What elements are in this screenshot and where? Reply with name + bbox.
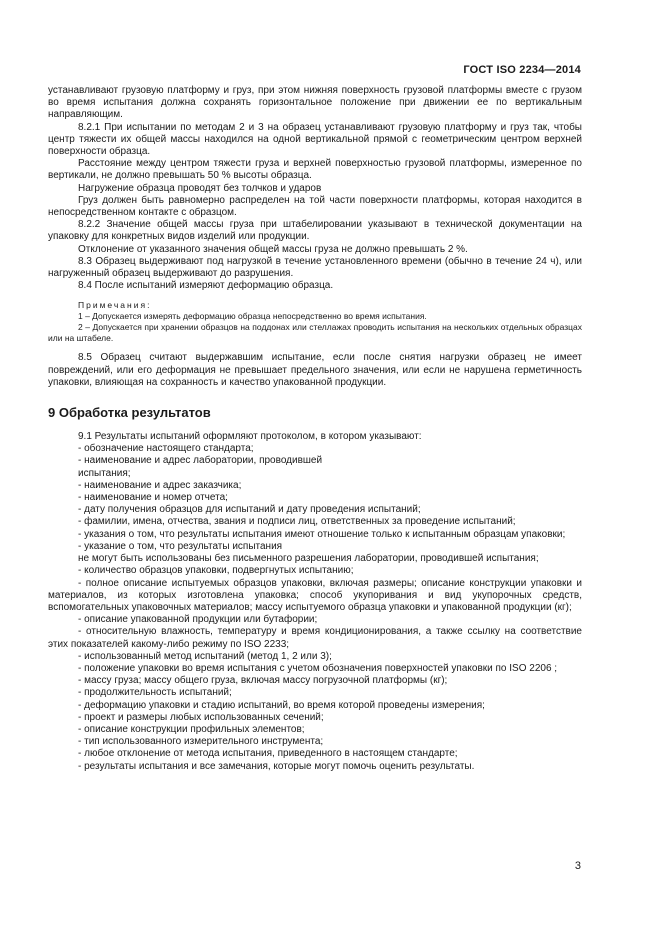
protocol-list-item: - описание конструкции профильных элементов;: [78, 723, 305, 735]
protocol-list-item: - полное описание испытуемых образцов упаковки, включая размеры; описание конструкции упаковки и материалов, из которых изготовлена упаковка; способ укупоривания и вид укупорочных средств, вспомогательных упаковочных материалов; массу испытуемого образца упаковки и упакованной продукции (кг);: [48, 577, 582, 613]
protocol-list-item: - наименование и адрес лаборатории, проводившей: [78, 455, 323, 467]
protocol-list-item: - указание о том, что результаты испытания: [78, 540, 283, 552]
protocol-list-item: - относительную влажность, температуру и время кондиционирования, а также ссылку на соответствие этих показателей какому-либо режиму по ISO 2233;: [48, 626, 582, 650]
protocol-list-item: - дату получения образцов для испытаний и дату проведения испытаний;: [78, 504, 421, 516]
paragraph-8-5: 8.5 Образец считают выдержавшим испытание, если после снятия нагрузки образец не имеет повреждений, или его деформация не превышает предельного значения, или если не нарушена герметичность упаковки, влияющая на сохранность и качество упакованной продукции.: [48, 352, 582, 388]
protocol-list-item: - продолжительность испытаний;: [78, 687, 232, 699]
protocol-list-item: - использованный метод испытаний (метод 1, 2 или 3);: [78, 650, 332, 662]
note-item: 2 – Допускается при хранении образцов на поддонах или стеллажах проводить испытания на нескольких отдельных образцах или на штабеле.: [48, 322, 582, 344]
protocol-list-item: - проект и размеры любых использованных сечений;: [78, 711, 324, 723]
paragraph: Расстояние между центром тяжести груза и верхней поверхностью грузовой платформы, измеренное по вертикали, не должно превышать 50 % высоты образца.: [48, 158, 582, 182]
protocol-list-item: - любое отклонение от метода испытания, приведенного в настоящем стандарте;: [78, 748, 458, 760]
protocol-list-item: - фамилии, имена, отчества, звания и подписи лиц, ответственных за проведение испытаний;: [78, 516, 516, 528]
protocol-list-item: - положение упаковки во время испытания с учетом обозначения поверхностей упаковки по ISO 2206 ;: [78, 662, 558, 674]
note-item: 1 – Допускается измерять деформацию образца непосредственно во время испытания.: [78, 311, 427, 322]
paragraph: устанавливают грузовую платформу и груз, при этом нижняя поверхность грузовой платформы вместе с грузом во время испытания должна сохранять горизонтальное положение при движении ее по вертикальным направляющим.: [48, 85, 582, 121]
notes-title: Примечания:: [78, 300, 152, 311]
standard-header: ГОСТ ISO 2234—2014: [463, 64, 581, 76]
protocol-list-item: - тип использованного измерительного инструмента;: [78, 736, 324, 748]
page-content: [48, 85, 582, 773]
protocol-list-item: - указания о том, что результаты испытания имеют отношение только к испытанным образцам упаковки;: [78, 528, 566, 540]
protocol-list-item: 9.1 Результаты испытаний оформляют протоколом, в котором указывают:: [78, 431, 422, 443]
section-9-body: [48, 431, 582, 773]
protocol-list-item: - массу груза; массу общего груза, включая массу погрузочной платформы (кг);: [78, 675, 448, 687]
paragraph: 8.2.2 Значение общей массы груза при штабелировании указывают в технической документации на упаковку для конкретных видов изделий или продукции.: [48, 219, 582, 243]
protocol-list-item: - обозначение настоящего стандарта;: [78, 443, 254, 455]
paragraph: Нагружение образца проводят без толчков и ударов: [78, 182, 322, 194]
protocol-list-item: - результаты испытания и все замечания, которые могут помочь оценить результаты.: [78, 760, 475, 772]
body-text-before-notes: [48, 85, 582, 292]
paragraph: 8.4 После испытаний измеряют деформацию образца.: [78, 280, 334, 292]
paragraph: Отклонение от указанного значения общей массы груза не должно превышать 2 %.: [78, 243, 468, 255]
protocol-list-item: - описание упакованной продукции или бутафории;: [78, 614, 318, 626]
paragraph: 8.2.1 При испытании по методам 2 и 3 на образец устанавливают грузовую платформу и груз так, чтобы центр тяжести их общей массы находился на одной вертикальной прямой с геометрическим центром верхней поверхности образца.: [48, 121, 582, 158]
protocol-list-item: - наименование и адрес заказчика;: [78, 479, 242, 491]
section-9-title: 9 Обработка результатов: [48, 405, 211, 421]
protocol-list-item: - наименование и номер отчета;: [78, 492, 228, 504]
page-number: 3: [574, 860, 581, 872]
paragraph: Груз должен быть равномерно распределен на той части поверхности платформы, которая находится в непосредственном контакте с образцом.: [48, 194, 582, 219]
paragraph: 8.3 Образец выдерживают под нагрузкой в течение установленного времени (обычно в течение 24 ч), или нагруженный образец выдерживают до разрушения.: [48, 255, 582, 280]
notes-list: [48, 311, 582, 344]
protocol-list-item: - деформацию упаковки и стадию испытаний, во время которой проведены измерения;: [78, 699, 485, 711]
protocol-list-item: испытания;: [78, 467, 131, 479]
protocol-list-item: - количество образцов упаковки, подвергнутых испытанию;: [78, 565, 354, 577]
protocol-list-item: не могут быть использованы без письменного разрешения лаборатории, проводившей испытания;: [78, 553, 539, 565]
